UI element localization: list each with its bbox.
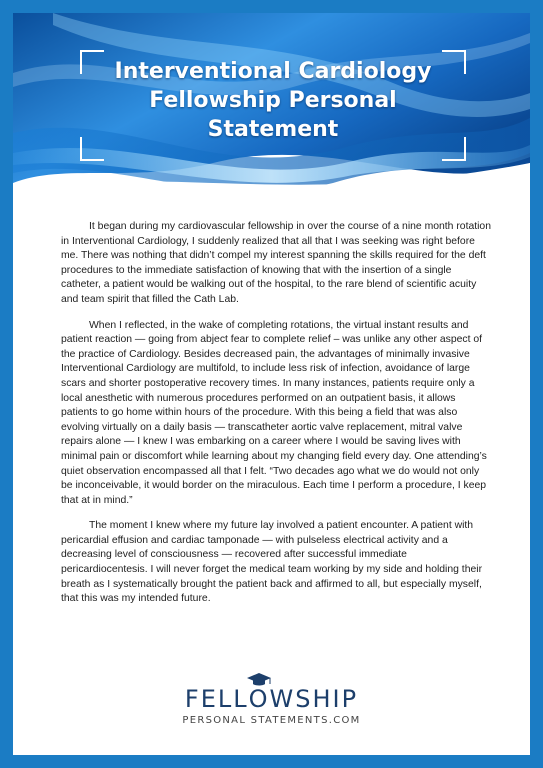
title-line-3: Statement — [207, 117, 339, 142]
header-banner — [13, 13, 530, 213]
paragraph-1: It began during my cardiovascular fellowship in over the course of a nine month rotation in Interventional Cardiology, I suddenly realized that all that I was seeking was right before me. There was nothing that didn’t compel my interest spanning the skills required for the deft procedures to the immediate satisfaction of knowing that with the insertion of a single catheter, a patient would be walking out of the hospital, to the rare blend of scientific acuity and team spirit that filled the Cath Lab. — [61, 221, 491, 305]
document-title — [73, 57, 473, 144]
logo-letter-o — [249, 685, 270, 713]
brand-logo — [13, 685, 530, 726]
paragraph-2: When I reflected, in the wake of completing rotations, the virtual instant results and patient reaction — going from abject fear to complete relief – was unlike any other aspect of the practice of Cardiology. Besides decreased pain, the advantages of minimally invasive Interventional Cardiology are multifold, to include less risk of infection, avoidance of large scars and shorter postoperative recovery times. In many instances, patients require only a local anesthetic with numerous procedures performed on an outpatient basis, it allows patients to go home within hours of the procedure. With this being a field that was also evolving virtually on a daily basis — transcatheter aortic valve replacement, mitral valve repairs alone — I knew I was embarking on a career where I would be saving lives with minimal pain or discomfort while learning about my changing field every day. One attending’s quiet observation encompassed all that I felt. “Two decades ago what we do would not only be inconceivable, it would border on the miraculous. Each time I perform a procedure, I keep that at in mind.” — [61, 319, 487, 506]
title-line-2: Fellowship Personal — [149, 88, 397, 113]
paragraph-3: The moment I knew where my future lay involved a patient encounter. A patient with pericardial effusion and cardiac tamponade — with pulseless electrical activity and a decreasing level of consciousness — recovered after successful immediate pericardiocentesis. I will never forget the medical team working by my side and holding their breath as I systematically brought the patient back and affirmed to all, but especially myself, that this was my intended future. — [61, 520, 483, 605]
logo-text-end: WSHIP — [269, 685, 359, 713]
document-page — [13, 13, 530, 755]
statement-body — [61, 220, 491, 618]
logo-subtitle: PERSONAL STATEMENTS.COM — [182, 715, 361, 726]
title-line-1: Interventional Cardiology — [114, 59, 432, 84]
graduation-cap-icon — [246, 672, 272, 688]
logo-text-o: O — [248, 685, 270, 713]
logo-text-start: FELL — [184, 685, 249, 713]
logo-wordmark — [185, 685, 358, 713]
